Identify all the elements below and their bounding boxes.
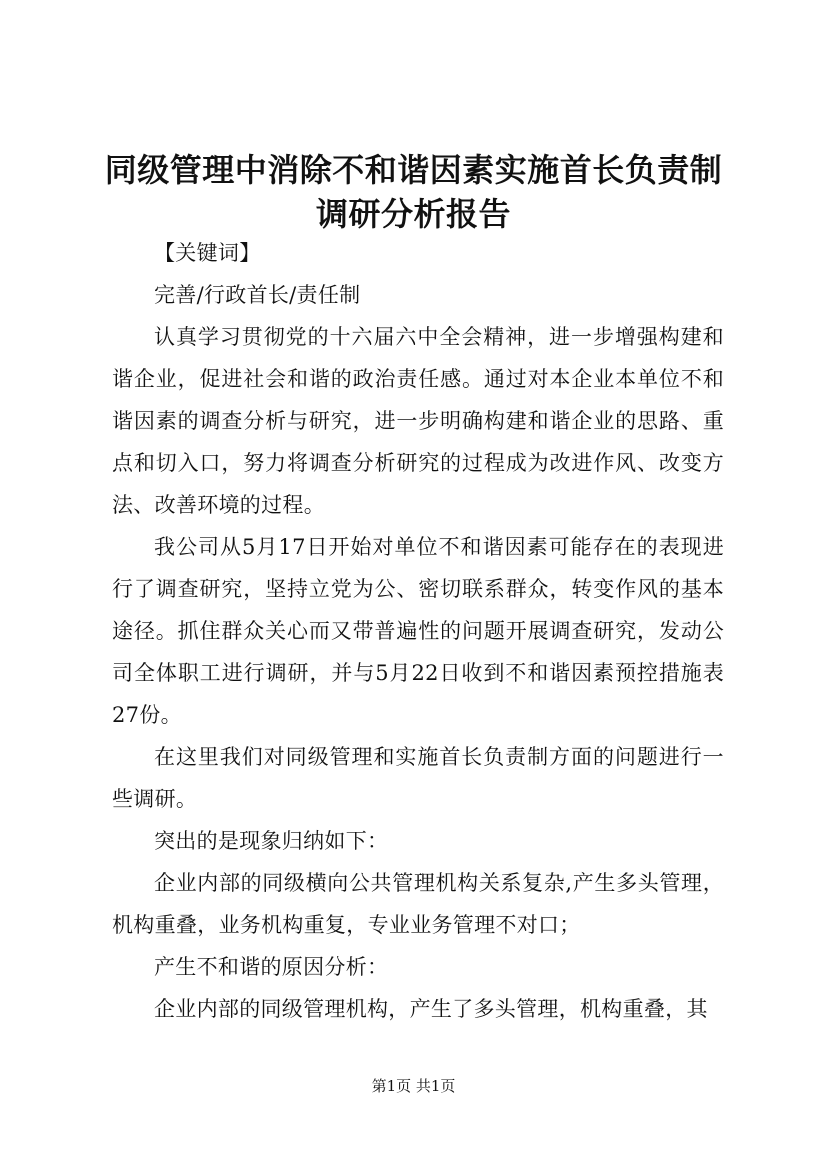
body-paragraph: 突出的是现象归纳如下： [154, 829, 389, 853]
body-paragraph: 企业内部的同级横向公共管理机构关系复杂,产生多头管理，机构重叠，业务机构重复，专业业务管理不对口； [112, 871, 724, 937]
keywords-label: 【关键词】 [154, 241, 261, 265]
body-paragraph: 产生不和谐的原因分析： [154, 955, 389, 979]
body-paragraph: 我公司从5月17日开始对单位不和谐因素可能存在的表现进行了调查研究，坚持立党为公、密切联系群众，转变作风的基本途径。抓住群众关心而又带普遍性的问题开展调查研究，发动公司全体职工进行调研，并与5月22日收到不和谐因素预控措施表27份。 [112, 535, 724, 727]
body-paragraph: 企业内部的同级管理机构，产生了多头管理，机构重叠，其 [154, 997, 708, 1021]
document-title: 同级管理中消除不和谐因素实施首长负责制调研分析报告 [104, 151, 723, 233]
body-paragraph: 在这里我们对同级管理和实施首长负责制方面的问题进行一些调研。 [112, 745, 724, 811]
body-paragraph: 认真学习贯彻党的十六届六中全会精神，进一步增强构建和谐企业，促进社会和谐的政治责任感。通过对本企业本单位不和谐因素的调查分析与研究，进一步明确构建和谐企业的思路、重点和切入口，努力将调查分析研究的过程成为改进作风、改变方法、改善环境的过程。 [112, 325, 724, 517]
page-footer: 第1页 共1页 [371, 1077, 456, 1095]
document-body [112, 232, 724, 1030]
keywords-text: 完善/行政首长/责任制 [154, 283, 361, 307]
